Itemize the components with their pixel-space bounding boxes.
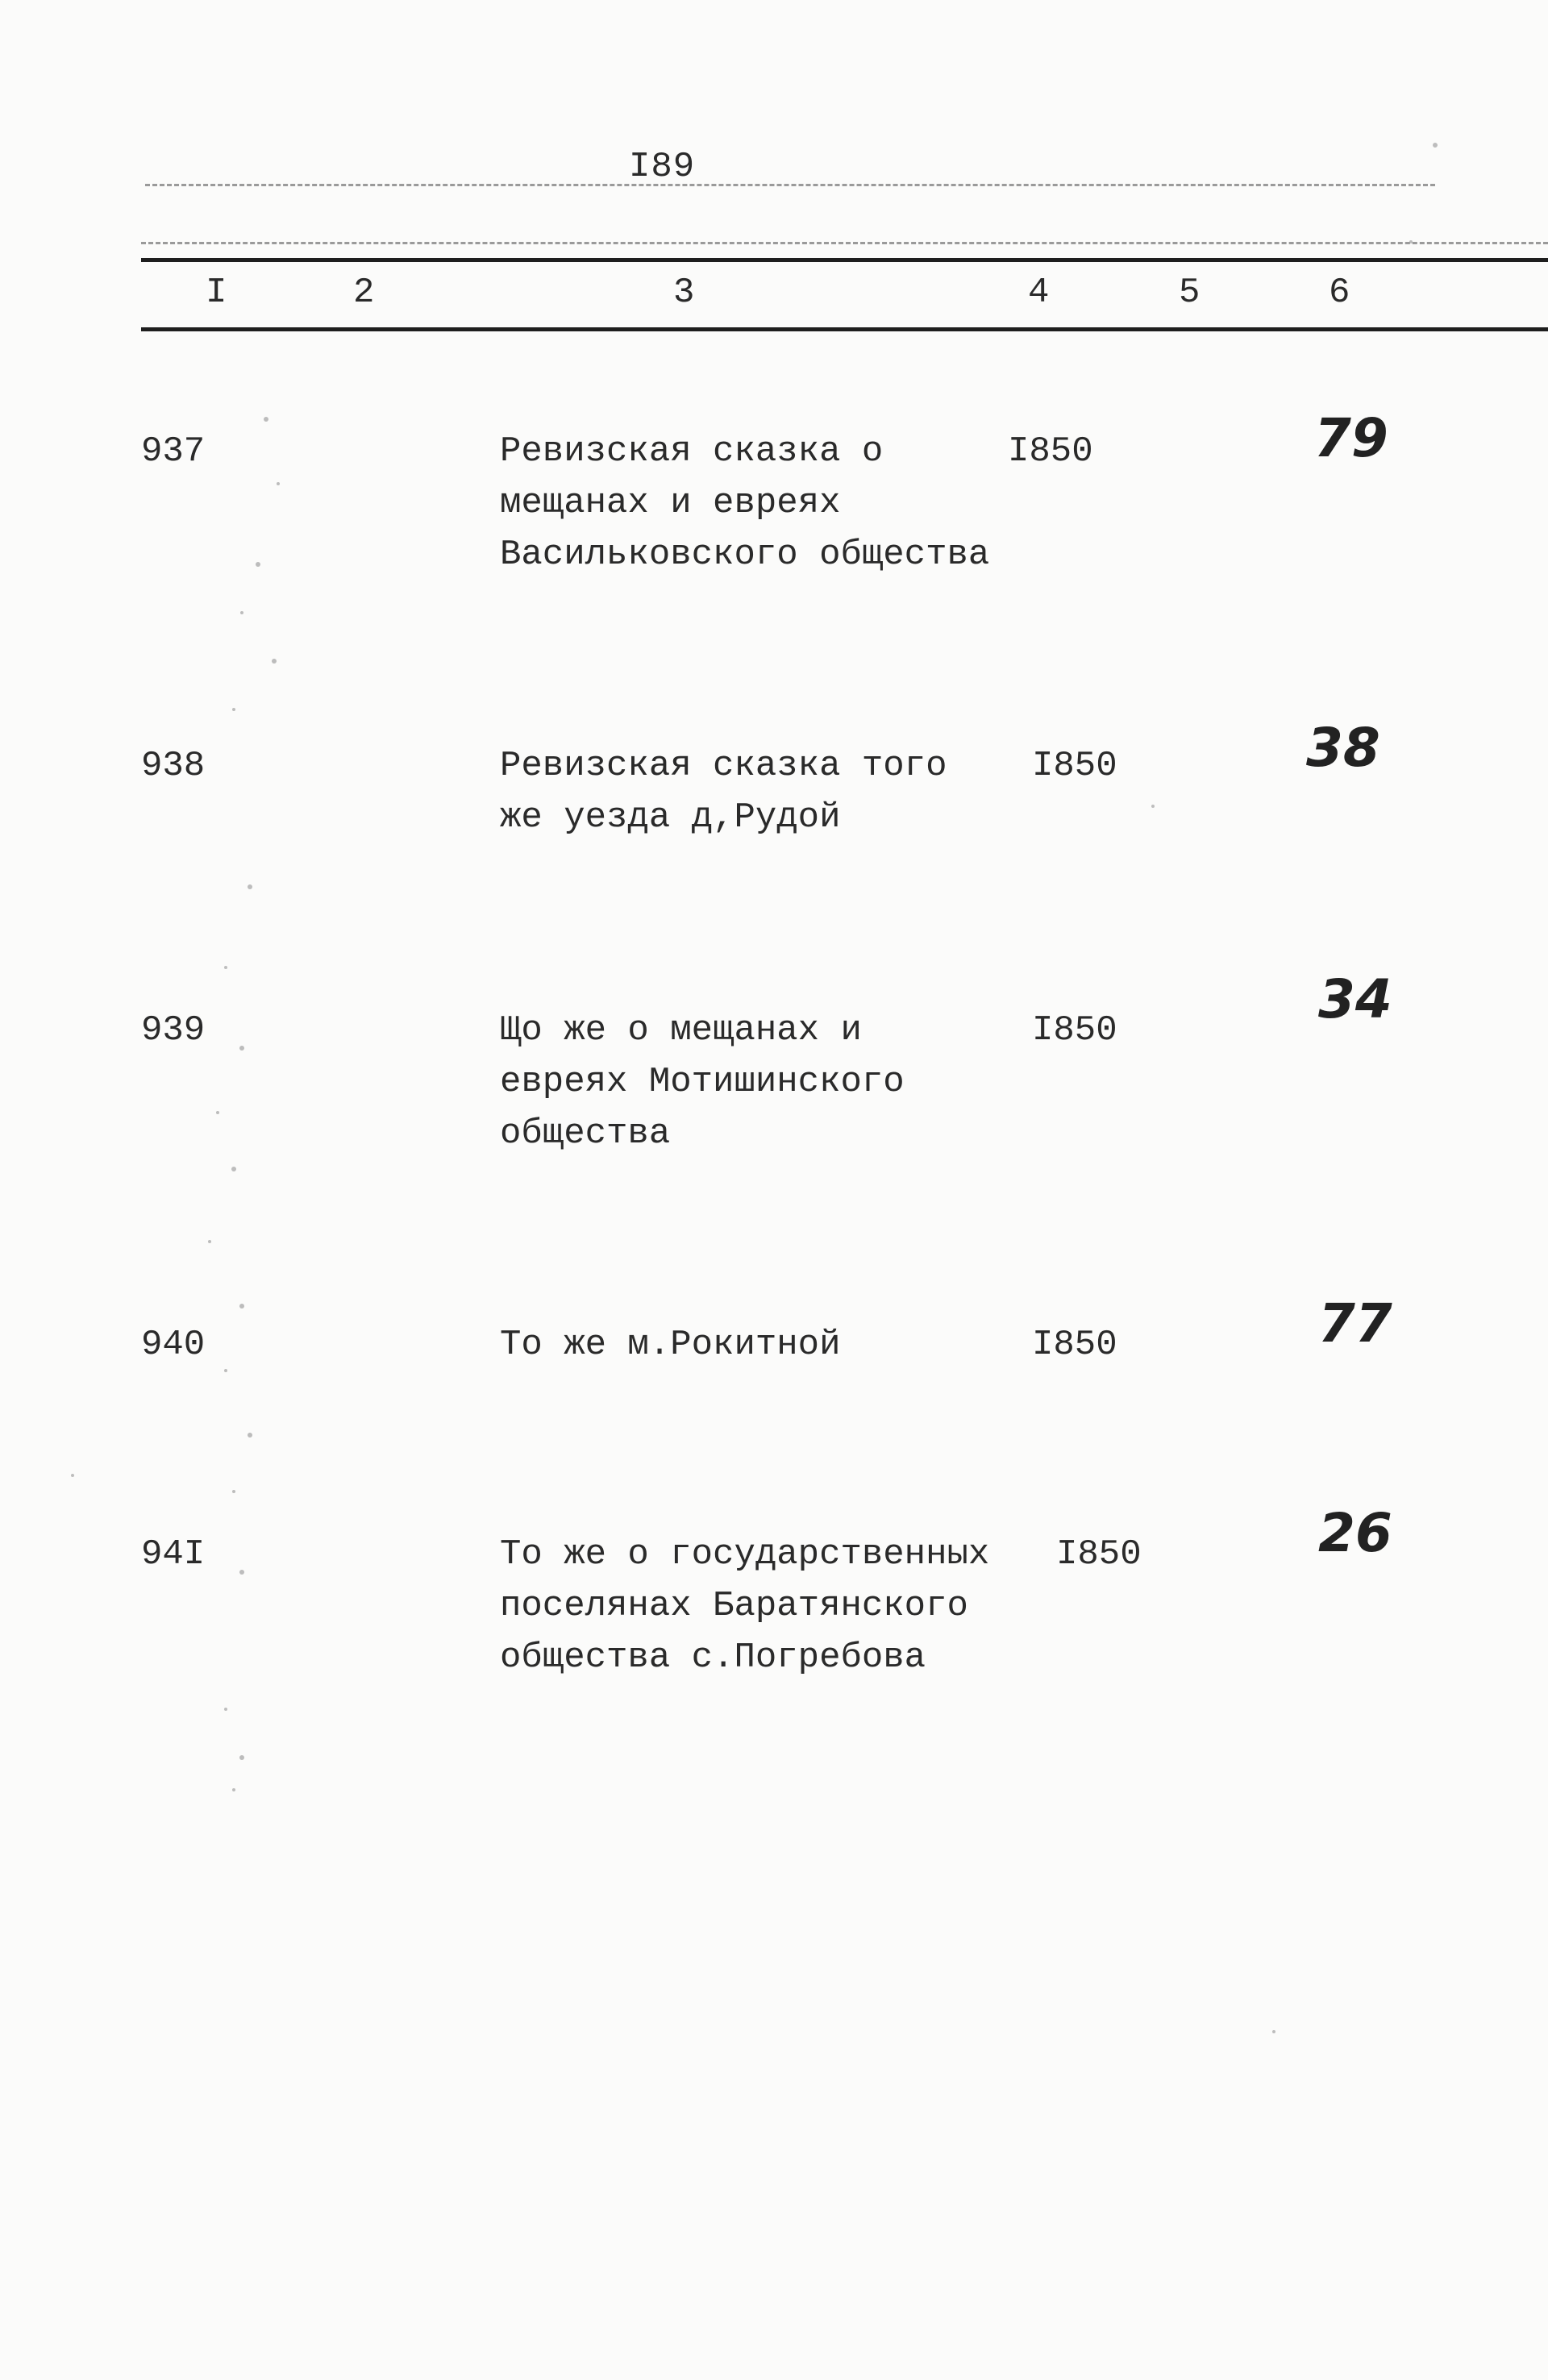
row-page-count: 77 xyxy=(1318,1292,1392,1354)
second-dashed-line xyxy=(141,242,1548,244)
row-year: I850 xyxy=(1056,1534,1142,1575)
row-number: 939 xyxy=(141,1010,206,1051)
column-header-2: 2 xyxy=(353,273,375,313)
row-page-count: 38 xyxy=(1306,717,1380,779)
column-header-5: 5 xyxy=(1179,273,1201,313)
row-description-line: же уезда д,Рудой xyxy=(500,797,841,838)
column-header-4: 4 xyxy=(1028,273,1050,313)
row-year: I850 xyxy=(1008,431,1093,472)
row-description-line: Васильковского общества xyxy=(500,535,990,575)
header-top-rule xyxy=(141,258,1548,262)
column-header-6: 6 xyxy=(1329,273,1350,313)
row-description-line: То же м.Рокитной xyxy=(500,1325,841,1365)
row-description-line: То же о государственных xyxy=(500,1534,990,1575)
column-header-3: 3 xyxy=(673,273,695,313)
row-year: I850 xyxy=(1032,1325,1117,1365)
row-description-line: мещанах и евреях xyxy=(500,483,841,523)
top-dashed-line xyxy=(145,184,1435,186)
row-description-line: общества с.Погребова xyxy=(500,1637,926,1678)
row-description-line: Ревизская сказка того xyxy=(500,746,947,786)
column-header-1: I xyxy=(206,273,227,313)
page-number: I89 xyxy=(629,147,696,187)
row-year: I850 xyxy=(1032,1010,1117,1051)
row-number: 938 xyxy=(141,746,206,786)
row-number: 937 xyxy=(141,431,206,472)
row-number: 94I xyxy=(141,1534,206,1575)
row-description-line: евреях Мотишинского xyxy=(500,1062,905,1102)
row-page-count: 26 xyxy=(1318,1502,1392,1564)
row-description-line: общества xyxy=(500,1113,671,1154)
row-description-line: Ревизская сказка о xyxy=(500,431,884,472)
row-page-count: 34 xyxy=(1318,968,1392,1030)
row-number: 940 xyxy=(141,1325,206,1365)
row-description-line: поселянах Баратянского xyxy=(500,1586,968,1626)
row-description-line: Що же о мещанах и xyxy=(500,1010,862,1051)
row-page-count: 79 xyxy=(1314,407,1388,469)
row-year: I850 xyxy=(1032,746,1117,786)
header-bottom-rule xyxy=(141,327,1548,331)
